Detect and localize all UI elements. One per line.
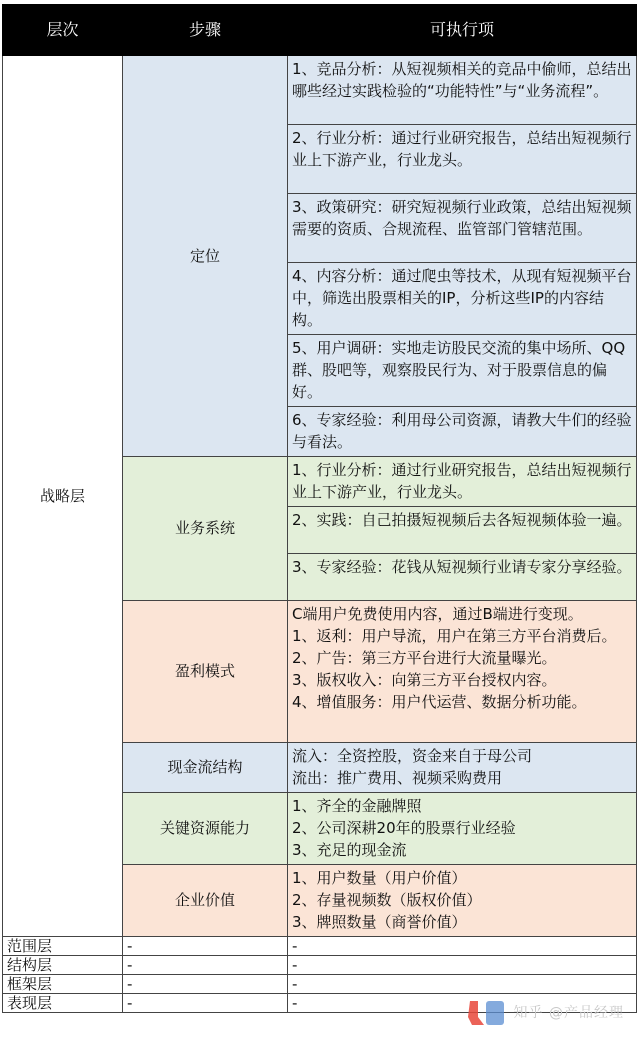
- text-line: 1、返利：用户导流，用户在第三方平台消费后。: [292, 627, 617, 645]
- item-cell: 4、内容分析：通过爬虫等技术，从现有短视频平台中，筛选出股票相关的IP，分析这些IP的内容结构。: [288, 263, 637, 335]
- table-row: [3, 956, 637, 975]
- item-cell: 3、政策研究：研究短视频行业政策，总结出短视频需要的资质、合规流程、监管部门管辖范围。: [288, 194, 637, 263]
- item-cell: 2、行业分析：通过行业研究报告，总结出短视频行业上下游产业，行业龙头。: [288, 125, 637, 194]
- text-line: 2、广告：第三方平台进行大流量曝光。: [292, 649, 557, 667]
- text-line: 3、充足的现金流: [292, 841, 407, 859]
- item-cell: 2、实践：自己拍摄短视频后去各短视频体验一遍。: [288, 507, 637, 554]
- item-cell-profit: [288, 601, 637, 743]
- level-scope: 范围层: [3, 937, 123, 956]
- step-cashflow: 现金流结构: [123, 743, 288, 793]
- item-cell: -: [288, 937, 637, 956]
- item-cell: -: [288, 975, 637, 994]
- level-framework: 框架层: [3, 975, 123, 994]
- item-cell-resources: [288, 793, 637, 865]
- table-row: [3, 56, 637, 125]
- step-profit-model: 盈利模式: [123, 601, 288, 743]
- item-cell-cashflow: [288, 743, 637, 793]
- text-line: 1、用户数量（用户价值）: [292, 869, 467, 887]
- header-items: 可执行项: [288, 5, 637, 56]
- step-business-system: 业务系统: [123, 457, 288, 601]
- item-cell: -: [288, 956, 637, 975]
- text-line: 2、存量视频数（版权价值）: [292, 891, 482, 909]
- level-strategy: 战略层: [3, 56, 123, 937]
- header-level: 层次: [3, 5, 123, 56]
- step-cell: -: [123, 956, 288, 975]
- watermark: [464, 995, 624, 1029]
- step-positioning: 定位: [123, 56, 288, 457]
- watermark-text: 知乎 @产品经理: [513, 1005, 624, 1021]
- text-line: 流入：全资控股，资金来自于母公司: [292, 747, 533, 765]
- item-cell: 5、用户调研：实地走访股民交流的集中场所、QQ群、股吧等，观察股民行为、对于股票信息的偏好。: [288, 335, 637, 407]
- strategy-table: [2, 4, 637, 1013]
- table-row: [3, 975, 637, 994]
- step-key-resources: 关键资源能力: [123, 793, 288, 865]
- text-line: 3、牌照数量（商誉价值）: [292, 913, 467, 931]
- header-step: 步骤: [123, 5, 288, 56]
- item-cell-value: [288, 865, 637, 937]
- item-cell: 6、专家经验：利用母公司资源，请教大牛们的经验与看法。: [288, 407, 637, 457]
- text-line: 2、公司深耕20年的股票行业经验: [292, 819, 516, 837]
- step-cell: -: [123, 937, 288, 956]
- item-cell: 1、行业分析：通过行业研究报告，总结出短视频行业上下游产业，行业龙头。: [288, 457, 637, 507]
- level-structure: 结构层: [3, 956, 123, 975]
- header-row: [3, 5, 637, 56]
- item-cell: 3、专家经验：花钱从短视频行业请专家分享经验。: [288, 554, 637, 601]
- step-cell: -: [123, 994, 288, 1013]
- text-line: 流出：推广费用、视频采购费用: [292, 769, 503, 787]
- text-line: C端用户免费使用内容，通过B端进行变现。: [292, 605, 583, 623]
- item-cell: -: [288, 994, 637, 1013]
- text-line: 1、齐全的金融牌照: [292, 797, 422, 815]
- step-enterprise-value: 企业价值: [123, 865, 288, 937]
- logo-mark-icon: [464, 995, 508, 1029]
- step-cell: -: [123, 975, 288, 994]
- table-row: [3, 937, 637, 956]
- item-cell: 1、竞品分析：从短视频相关的竞品中偷师，总结出哪些经过实践检验的“功能特性”与“业务流程”。: [288, 56, 637, 125]
- text-line: 3、版权收入：向第三方平台授权内容。: [292, 671, 557, 689]
- level-surface: 表现层: [3, 994, 123, 1013]
- text-line: 4、增值服务：用户代运营、数据分析功能。: [292, 693, 587, 711]
